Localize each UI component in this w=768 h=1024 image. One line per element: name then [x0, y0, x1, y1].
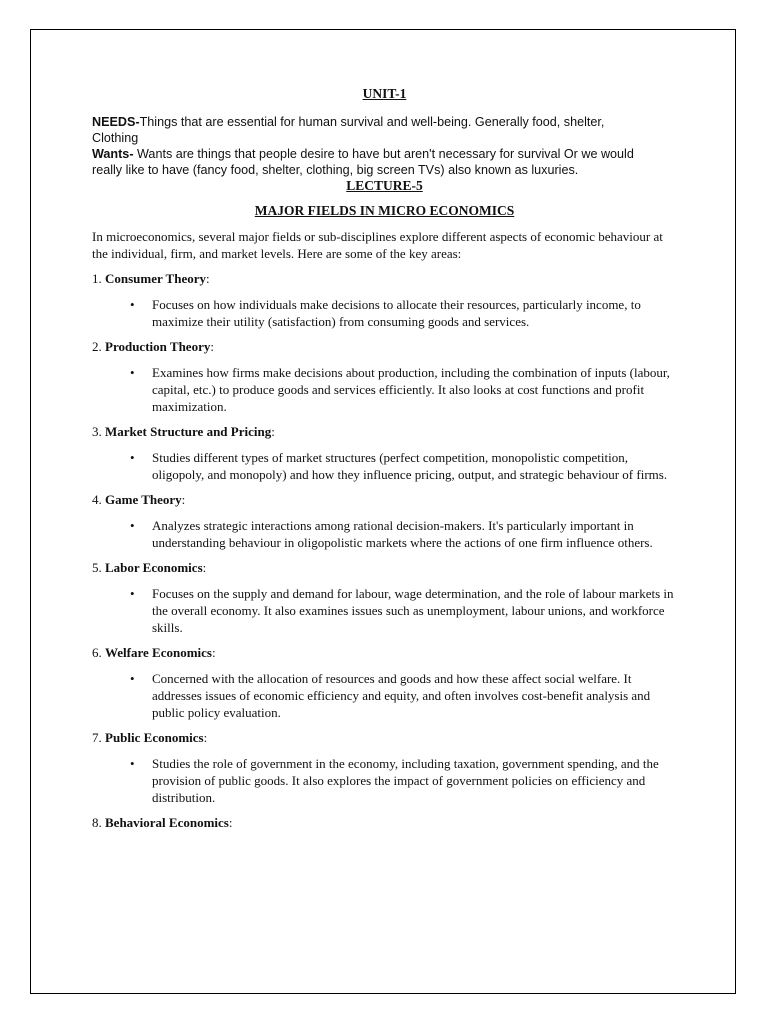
field-colon: :	[203, 730, 208, 745]
needs-label: NEEDS-	[92, 115, 140, 129]
lecture-title: LECTURE-5	[346, 178, 423, 193]
wants-text-line1: Wants are things that people desire to have but aren't necessary for survival Or we would	[133, 147, 634, 161]
field-number: 7.	[92, 730, 102, 745]
field-heading	[92, 338, 677, 355]
needs-text-line1: Things that are essential for human survival and well-being. Generally food, shelter,	[139, 115, 605, 129]
field-colon: :	[202, 560, 207, 575]
bullet-icon: •	[130, 518, 135, 533]
section-title: MAJOR FIELDS IN MICRO ECONOMICS	[254, 203, 515, 218]
field-name: Labor Economics	[105, 560, 203, 575]
field-number: 6.	[92, 645, 102, 660]
field-description-bullet	[92, 517, 677, 551]
field-name: Market Structure and Pricing	[105, 424, 272, 439]
field-name: Game Theory	[105, 492, 182, 507]
field-description-bullet	[92, 449, 677, 483]
field-description-bullet	[92, 585, 677, 636]
bullet-icon: •	[130, 756, 135, 771]
fields-list	[92, 270, 677, 831]
field-number: 1.	[92, 271, 102, 286]
unit-title: UNIT-1	[362, 86, 407, 101]
field-number: 4.	[92, 492, 102, 507]
field-colon: :	[181, 492, 186, 507]
field-heading	[92, 559, 677, 576]
field-number: 8.	[92, 815, 102, 830]
document-body	[92, 86, 677, 840]
field-description-bullet	[92, 364, 677, 415]
field-heading	[92, 644, 677, 661]
field-number: 5.	[92, 560, 102, 575]
field-description: Examines how firms make decisions about production, including the combination of inputs (labour, capital, etc.) to produce goods and services efficiently. It also looks at cost functions and profit maximization.	[152, 365, 670, 414]
bullet-icon: •	[130, 450, 135, 465]
field-description: Studies the role of government in the economy, including taxation, government spending, and the provision of public goods. It also explores the impact of government policies on efficiency and distribution.	[152, 756, 659, 805]
field-description: Concerned with the allocation of resources and goods and how these affect social welfare. It addresses issues of economic efficiency and equity, and often involves cost-benefit analysis and public policy evaluation.	[152, 671, 651, 720]
field-name: Public Economics	[105, 730, 204, 745]
field-description-bullet	[92, 670, 677, 721]
field-colon: :	[210, 339, 214, 354]
field-description: Studies different types of market structures (perfect competition, monopolistic competition, oligopoly, and monopoly) and how they influence pricing, output, and strategic behaviour of firms.	[152, 450, 668, 482]
field-description-bullet	[92, 755, 677, 806]
wants-definition	[92, 146, 677, 178]
wants-text-line2: really like to have (fancy food, shelter, clothing, big screen TVs) also known as luxuries.	[92, 163, 579, 177]
field-heading	[92, 491, 677, 508]
bullet-icon: •	[130, 365, 135, 380]
needs-definition	[92, 114, 677, 146]
field-description-bullet	[92, 296, 677, 330]
field-colon: :	[212, 645, 216, 660]
field-name: Production Theory	[105, 339, 211, 354]
needs-text-line2: Clothing	[92, 131, 139, 145]
bullet-icon: •	[130, 297, 135, 312]
field-name: Consumer Theory	[105, 271, 206, 286]
field-description: Focuses on how individuals make decisions to allocate their resources, particularly income, to maximize their utility (satisfaction) from consuming goods and services.	[152, 297, 641, 329]
field-colon: :	[228, 815, 233, 830]
field-heading	[92, 814, 677, 831]
field-name: Behavioral Economics	[105, 815, 229, 830]
bullet-icon: •	[130, 671, 135, 686]
field-heading	[92, 270, 677, 287]
wants-label: Wants-	[92, 147, 134, 161]
field-colon: :	[206, 271, 210, 286]
field-name: Welfare Economics	[105, 645, 212, 660]
intro-paragraph: In microeconomics, several major fields or sub-disciplines explore different aspects of economic behaviour at the individual, firm, and market levels. Here are some of the key areas:	[92, 229, 663, 261]
bullet-icon: •	[130, 586, 135, 601]
field-colon: :	[271, 424, 275, 439]
field-description: Analyzes strategic interactions among rational decision-makers. It's particularly important in understanding behaviour in oligopolistic markets where the actions of one firm influence others.	[152, 518, 653, 550]
field-number: 2.	[92, 339, 102, 354]
field-number: 3.	[92, 424, 102, 439]
field-heading	[92, 423, 677, 440]
field-description: Focuses on the supply and demand for labour, wage determination, and the role of labour markets in the overall economy. It also examines issues such as unemployment, labour unions, and workforce skills.	[152, 586, 674, 635]
field-heading	[92, 729, 677, 746]
